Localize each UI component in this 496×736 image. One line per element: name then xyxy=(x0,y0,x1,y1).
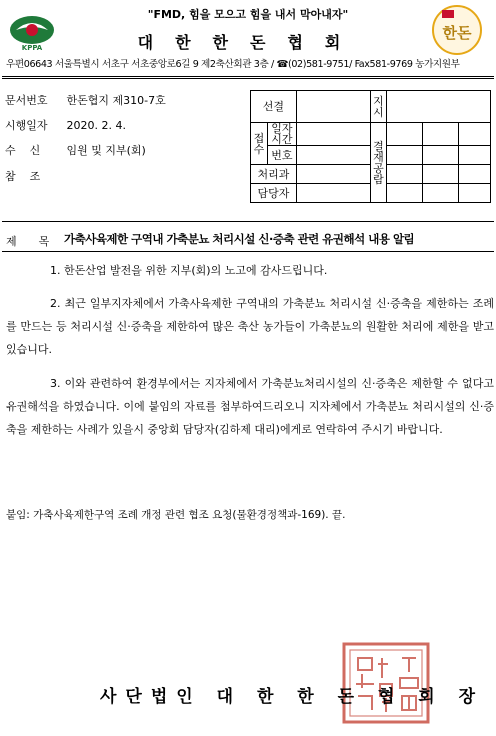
header-divider xyxy=(2,76,494,79)
body-paragraph-3: 3. 이와 관련하여 환경부에서는 지자체에서 가축분뇨처리시설의 신·증축은 제한할 수 없다고 유권해석을 하였습니다. 이에 붙임의 자료를 첨부하여드리오니 지자체에서 가축분뇨 처리시설의 신·증축을 제한하는 사례가 있을시 중앙회 담당자(김하제 대리)에게로 연락하여 주시기 바랍니다. xyxy=(6,377,494,436)
approval-slot-5 xyxy=(423,146,459,165)
seon-gyeol-cell xyxy=(296,91,370,123)
date-label: 시행일자 xyxy=(5,119,48,132)
cheori-gwa-cell xyxy=(296,165,370,184)
doc-number-row xyxy=(5,92,166,108)
address-line: 우편06643 서울특별시 서초구 서초중앙로6길 9 제2축산회관 3층 / ☎(02)581-9751/ Fax581-9769 농가지원부 xyxy=(6,59,460,70)
cheori-gwa-label: 처리과 xyxy=(251,165,297,184)
body-paragraph-2: 2. 최근 일부지자체에서 가축사육제한 구역내의 가축분뇨 처리시설 신·증축을 제한하는 조례를 만드는 등 처리시설 신·증축을 제한하여 많은 축산 농가들이 가축분뇨의 원활한 처리에 제한을 받고 있습니다. xyxy=(6,297,494,356)
jisi-label: 지시 xyxy=(370,91,387,123)
jisi-cell xyxy=(387,91,491,123)
hanfon-logo-text: 한돈 xyxy=(442,24,472,42)
ilja-sigan-label: 일자시간 xyxy=(267,123,296,146)
approval-slot-4 xyxy=(387,146,423,165)
ilja-sigan-cell xyxy=(296,123,370,146)
approval-slot-6 xyxy=(459,146,491,165)
subject-label: 제목 xyxy=(6,235,72,248)
approval-slot-8 xyxy=(423,165,459,184)
doc-number: 한돈협지 제310-7호 xyxy=(66,94,166,107)
approval-table xyxy=(250,90,491,203)
approval-slot-2 xyxy=(423,123,459,146)
subject-title: 가축사육제한 구역내 가축분뇨 처리시설 신·증축 관련 유권해석 내용 알림 xyxy=(64,232,415,246)
date-row xyxy=(5,117,126,133)
recipient-value: 임원 및 지부(회) xyxy=(66,144,146,157)
gyeoljae-gongram-label: 결재공람 xyxy=(370,123,387,203)
approval-slot-12 xyxy=(459,184,491,203)
recipient-row xyxy=(5,142,146,158)
org-title: 대한한돈협회 xyxy=(137,33,363,52)
approval-slot-7 xyxy=(387,165,423,184)
kppa-logo-text: KPPA xyxy=(21,44,43,52)
kppa-logo xyxy=(6,14,58,52)
approval-slot-10 xyxy=(387,184,423,203)
approval-slot-3 xyxy=(459,123,491,146)
reference-row xyxy=(5,168,63,184)
approval-slot-11 xyxy=(423,184,459,203)
beonho-label: 번호 xyxy=(267,146,296,165)
meta-divider xyxy=(2,221,494,222)
jeop-su-label: 접수 xyxy=(251,123,268,165)
approval-slot-1 xyxy=(387,123,423,146)
damdangja-cell xyxy=(296,184,370,203)
date-value: 2020. 2. 4. xyxy=(66,119,126,132)
recipient-label: 수신 xyxy=(5,144,55,157)
slogan: "FMD, 힘을 모으고 힘을 내서 막아내자" xyxy=(147,8,349,21)
hanfon-logo xyxy=(432,4,482,56)
reference-label: 참조 xyxy=(5,170,55,183)
beonho-cell xyxy=(296,146,370,165)
approval-slot-9 xyxy=(459,165,491,184)
doc-number-label: 문서번호 xyxy=(5,94,48,107)
subject-divider xyxy=(2,251,494,252)
damdangja-label: 담당자 xyxy=(251,184,297,203)
body-paragraph-1: 1. 한돈산업 발전을 위한 지부(회)의 노고에 감사드립니다. xyxy=(50,264,328,277)
seon-gyeol-label: 선결 xyxy=(251,91,297,123)
sender-signature: 사단법인 대 한 한 돈 협 회 장 xyxy=(100,687,485,707)
attachment-note: 붙임: 가축사육제한구역 조례 개정 관련 협조 요청(물환경정책과-169). 끝. xyxy=(6,509,346,521)
